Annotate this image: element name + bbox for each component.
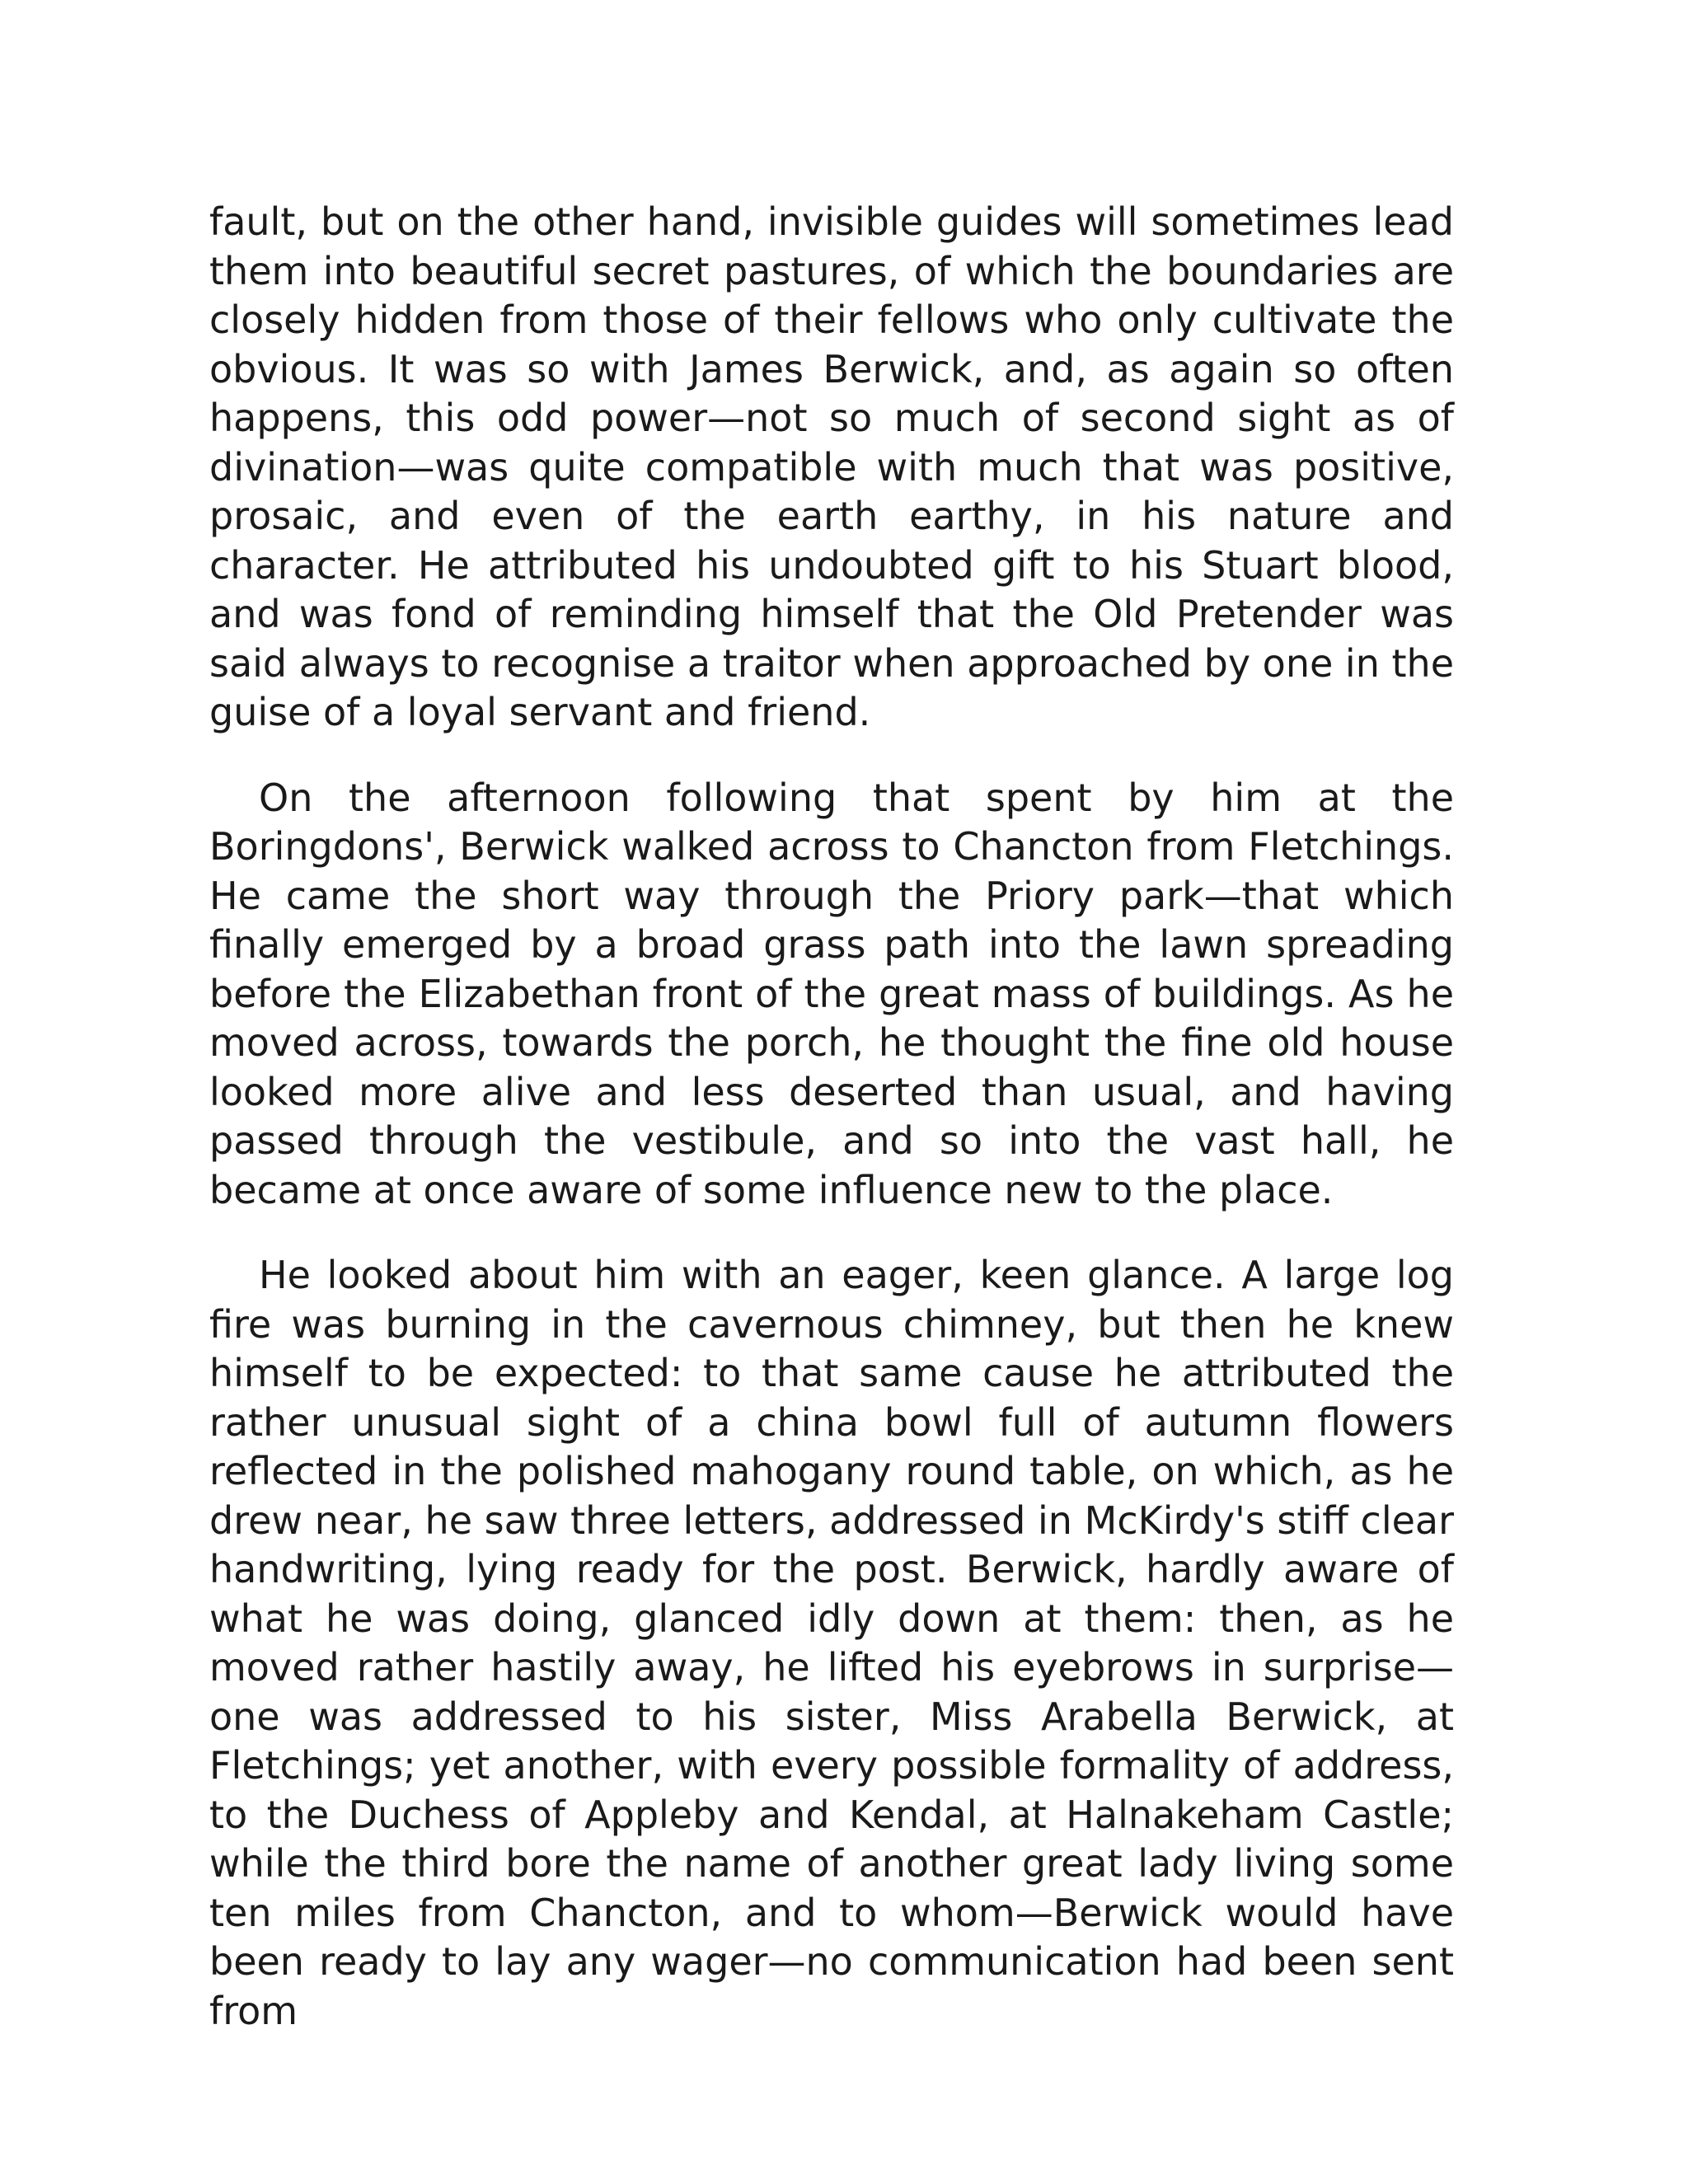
paragraph-2: On the afternoon following that spent by him at the Boringdons', Berwick walked across to Chancton from Fletchings. He came the short way through the Priory park—that which finally emerged by a broad grass path into the lawn spreading before the Elizabethan front of the great mass of buildings. As he moved across, towards the porch, he thought the fine old house looked more alive and less deserted than usual, and having passed through the vestibule, and so into the vast hall, he became at once aware of some influence new to the place.	[209, 775, 1454, 1212]
paragraph-1: fault, but on the other hand, invisible guides will sometimes lead them into beautiful secret pastures, of which the boundaries are closely hidden from those of their fellows who only cultivate the obvious. It was so with James Berwick, and, as again so often happens, this odd power—not so much of second sight as of divination—was quite compatible with much that was positive, prosaic, and even of the earth earthy, in his nature and character. He attributed his undoubted gift to his Stuart blood, and was fond of reminding himself that the Old Pretender was said always to recognise a traitor when approached by one in the guise of a loyal servant and friend.	[209, 199, 1454, 734]
page-body	[209, 198, 1454, 2036]
paragraph-3: He looked about him with an eager, keen glance. A large log fire was burning in the cavernous chimney, but then he knew himself to be expected: to that same cause he attributed the rather unusual sight of a china bowl full of autumn flowers reflected in the polished mahogany round table, on which, as he drew near, he saw three letters, addressed in McKirdy's stiff clear handwriting, lying ready for the post. Berwick, hardly aware of what he was doing, glanced idly down at them: then, as he moved rather hastily away, he lifted his eyebrows in surprise—one was addressed to his sister, Miss Arabella Berwick, at Fletchings; yet another, with every possible formality of address, to the Duchess of Appleby and Kendal, at Halnakeham Castle; while the third bore the name of another great lady living some ten miles from Chancton, and to whom—Berwick would have been ready to lay any wager—no communication had been sent from	[209, 1253, 1454, 2033]
